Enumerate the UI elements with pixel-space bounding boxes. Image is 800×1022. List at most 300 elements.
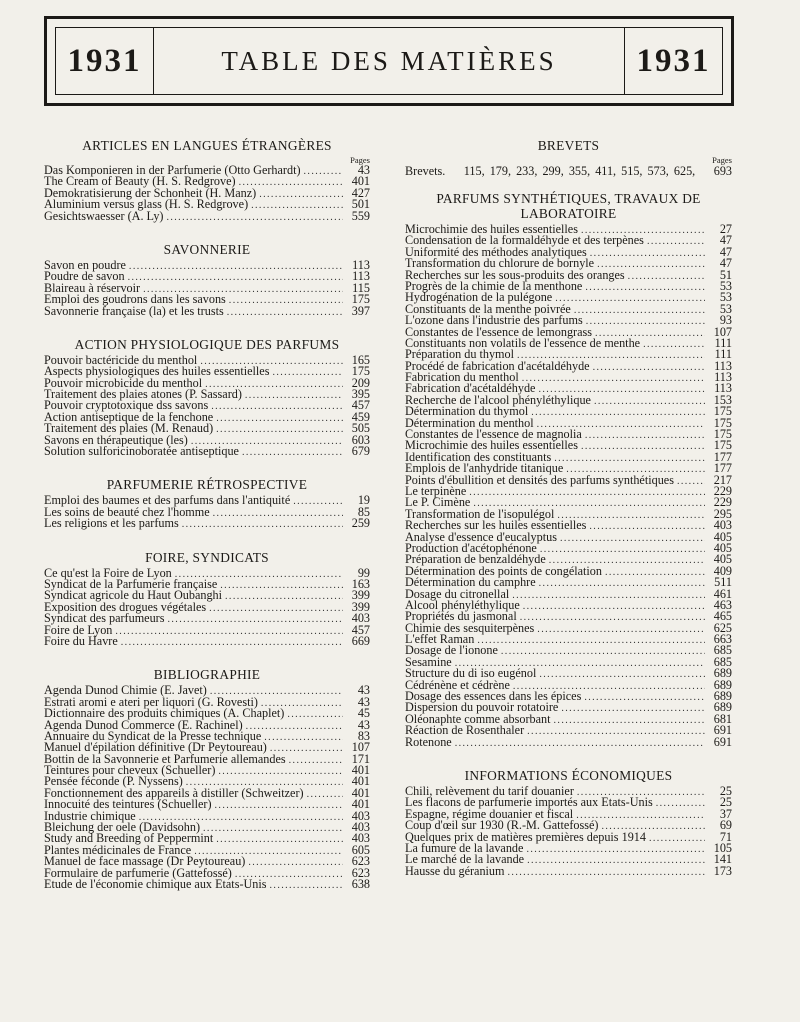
entry-title: Manuel d'épilation définitive (Dr Peytoureau) <box>44 740 267 755</box>
entry-page: 113 <box>352 269 370 284</box>
entry-title: L'ozone dans l'industrie des parfums <box>405 313 583 328</box>
dot-leader <box>251 200 343 211</box>
dot-leader <box>555 293 705 304</box>
entry-title: Hydrogénation de la pulégone <box>405 290 553 305</box>
entry-title: Le P. Cimène <box>405 495 471 510</box>
entry-title: Cédrénène et cédrène <box>405 677 510 692</box>
entry-page: 663 <box>713 632 732 647</box>
entry-list <box>44 495 370 529</box>
entry-page: 691 <box>713 734 732 749</box>
entry-page: 51 <box>719 267 732 282</box>
entry-page: 405 <box>713 552 732 567</box>
entry-title: Traitement des plaies atones (P. Sassard) <box>44 387 242 402</box>
entry-title: Innocuité des teintures (Schueller) <box>44 797 212 812</box>
dot-leader <box>289 755 343 766</box>
section-action-physiologique <box>44 337 370 458</box>
dot-leader <box>218 766 343 777</box>
entry-page: 69 <box>719 818 732 833</box>
entry-title: Microchimie des huiles essentielles <box>405 222 578 236</box>
entry-page: 47 <box>719 233 732 248</box>
entry-title: Bleichung der oele (Davidsohn) <box>44 820 201 835</box>
toc-entry <box>405 725 732 736</box>
entry-title: Emplois de l'anhydride titanique <box>405 461 564 476</box>
dot-leader <box>554 715 705 726</box>
toc-entry <box>405 863 732 878</box>
dot-leader <box>129 261 343 272</box>
dot-leader <box>593 362 705 373</box>
entry-page: 461 <box>713 586 732 601</box>
toc-entry <box>44 303 370 318</box>
brevets-pages: 115, 179, 233, 299, 355, 411, 515, 573, 625, <box>463 164 696 178</box>
entry-title: Foire de Lyon <box>44 622 113 637</box>
entry-page: 107 <box>713 324 732 339</box>
toc-entry <box>405 734 732 749</box>
dot-leader <box>203 823 343 834</box>
entry-title: Agenda Dunod Commerce (E. Rachinel) <box>44 717 243 732</box>
entry-page: 107 <box>351 740 370 755</box>
toc-entry <box>44 876 370 891</box>
entry-title: Pouvoir cryptotoxique dss savons <box>44 398 209 413</box>
entry-page: 71 <box>719 829 732 844</box>
entry-page: 403 <box>713 518 732 533</box>
brevets-entry <box>405 165 732 177</box>
entry-title: Recherches sur les huiles essentielles <box>405 518 587 533</box>
entry-title: Syndicat de la Parfumerie française <box>44 576 218 591</box>
entry-title: Identification des constituants <box>405 449 552 464</box>
entry-title: Progrès de la chimie de la menthone <box>405 278 583 293</box>
entry-page: 171 <box>351 751 370 766</box>
entry-page: 111 <box>714 335 732 350</box>
dot-leader <box>168 614 344 625</box>
entry-title: Chimie des sesquiterpènes <box>405 620 535 635</box>
entry-title: Emploi des goudrons dans les savons <box>44 292 226 307</box>
entry-page: 401 <box>351 174 370 189</box>
entry-page: 175 <box>351 292 370 307</box>
entry-page: 681 <box>713 711 732 726</box>
dot-leader <box>647 236 705 247</box>
entry-title: Annuaire du Syndicat de la Presse technique <box>44 728 262 743</box>
entry-page: 689 <box>713 666 732 681</box>
toc-entry <box>44 518 370 529</box>
entry-title: Savons en thérapeutique (les) <box>44 432 188 447</box>
dot-leader <box>561 703 705 714</box>
entry-title: Constantes de l'essence de lemongrass <box>405 324 592 339</box>
entry-title: Gesichtswaesser (A. Ly) <box>44 208 164 223</box>
section-foire-syndicats <box>44 550 370 648</box>
entry-page: 19 <box>357 493 370 508</box>
dot-leader <box>522 373 705 384</box>
dot-leader <box>585 430 705 441</box>
entry-page: 501 <box>351 197 370 212</box>
entry-title: Etude de l'économie chimique aux Etats-Unis <box>44 876 267 891</box>
entry-page: 603 <box>351 432 370 447</box>
entry-page: 173 <box>713 863 732 878</box>
entry-page: 505 <box>351 421 370 436</box>
dot-leader <box>527 855 705 866</box>
entry-title: Estrati aromi e ateri per liquori (G. Rovesti) <box>44 694 258 709</box>
entry-title: Foire du Havre <box>44 633 118 648</box>
entry-title: Constituants non volatils de l'essence de menthe <box>405 335 641 350</box>
entry-page: 459 <box>351 409 370 424</box>
dot-leader <box>649 833 705 844</box>
entry-page: 53 <box>719 278 732 293</box>
dot-leader <box>293 496 343 507</box>
dot-leader <box>501 646 705 657</box>
entry-title: Réaction de Rosenthaler <box>405 723 525 738</box>
entry-title: Formulaire de parfumerie (Gattefossé) <box>44 865 232 880</box>
entry-title: Fonctionnement des appareils à distiller (Schweitzer) <box>44 785 304 800</box>
entry-title: Détermination du thymol <box>405 404 529 419</box>
dot-leader <box>560 533 705 544</box>
entry-page: 401 <box>351 797 370 812</box>
section-savonnerie <box>44 242 370 317</box>
entry-title: Constantes de l'essence de magnolia <box>405 427 582 442</box>
entry-page: 401 <box>351 763 370 778</box>
entry-page: 685 <box>713 654 732 669</box>
entry-page: 141 <box>713 852 732 867</box>
entry-page: 217 <box>713 472 732 487</box>
section-title: BIBLIOGRAPHIE <box>153 667 261 683</box>
entry-title: Syndicat agricole du Haut Oubanghi <box>44 588 223 603</box>
entry-page: 25 <box>719 795 732 810</box>
dot-leader <box>242 447 343 458</box>
entry-title: Action antiseptique de la fenchone <box>44 409 214 424</box>
entry-list <box>44 565 370 648</box>
dot-leader <box>229 295 343 306</box>
entry-page: 177 <box>713 449 732 464</box>
section-title: ARTICLES EN LANGUES ÉTRANGÈRES <box>82 138 332 153</box>
dot-leader <box>128 272 343 283</box>
dot-leader <box>594 396 705 407</box>
entry-title: Condensation de la formaldéhyde et des terpènes <box>405 233 644 248</box>
entry-title: Production d'acétophénone <box>405 540 537 555</box>
dot-leader <box>605 567 705 578</box>
entry-title: Solution sulforicinoboratée antiseptique <box>44 444 239 459</box>
entry-page: 153 <box>713 392 732 407</box>
dot-leader <box>216 834 343 845</box>
entry-title: Aspects physiologiques des huiles essentielles <box>44 364 270 379</box>
entry-title: Fabrication d'acétaldéhyde <box>405 381 536 396</box>
entry-page: 175 <box>713 415 732 430</box>
entry-page: 403 <box>351 808 370 823</box>
entry-title: Hausse du géranium <box>405 863 505 878</box>
dot-leader <box>574 305 705 316</box>
entry-title: Espagne, régime douanier et fiscal <box>405 806 574 821</box>
entry-page: 638 <box>351 876 370 891</box>
entry-title: Teintures pour cheveux (Schueller) <box>44 763 216 778</box>
entry-page: 427 <box>351 185 370 200</box>
entry-page: 401 <box>351 774 370 789</box>
entry-title: Transformation de l'isopulégol <box>405 506 555 521</box>
entry-page: 27 <box>719 222 732 236</box>
entry-page: 229 <box>713 495 732 510</box>
entry-page: 395 <box>351 387 370 402</box>
section-title: SAVONNERIE <box>163 241 251 257</box>
entry-page: 113 <box>352 257 370 272</box>
dot-leader <box>531 407 705 418</box>
entry-title: Pensée féconde (P. Nyssens) <box>44 774 183 789</box>
dot-leader <box>215 800 343 811</box>
entry-title: Savon en poudre <box>44 257 126 272</box>
entry-page: 623 <box>351 865 370 880</box>
entry-title: Dosage des essences dans les épices <box>405 689 582 704</box>
section-informations-economiques <box>405 768 732 877</box>
entry-page: 113 <box>714 381 732 396</box>
entry-title: Emploi des baumes et des parfums dans l'antiquité <box>44 493 291 508</box>
dot-leader <box>121 637 343 648</box>
title-banner-inner <box>55 27 723 95</box>
year-right: 1931 <box>624 28 722 94</box>
section-title: FOIRE, SYNDICATS <box>145 549 269 565</box>
entry-page: 559 <box>351 208 370 223</box>
dot-leader <box>307 789 343 800</box>
entry-title: Détermination des points de congélation <box>405 563 602 578</box>
entry-page: 401 <box>351 785 370 800</box>
entry-page: 691 <box>713 723 732 738</box>
entry-title: The Cream of Beauty (H. S. Redgrove) <box>44 174 236 189</box>
dot-leader <box>227 307 343 318</box>
entry-page: 163 <box>351 576 370 591</box>
entry-title: Le marché de la lavande <box>405 852 525 867</box>
entry-page: 679 <box>351 444 370 459</box>
entry-page: 295 <box>713 506 732 521</box>
entry-page: 605 <box>351 842 370 857</box>
entry-title: Coup d'œil sur 1930 (R.-M. Gattefossé) <box>405 818 599 833</box>
entry-page: 399 <box>351 599 370 614</box>
entry-title: Recherche de l'alcool phényléthylique <box>405 392 591 407</box>
dot-leader <box>539 578 705 589</box>
entry-list <box>44 165 370 222</box>
dot-leader <box>455 738 705 749</box>
entry-page: 83 <box>357 728 370 743</box>
entry-page: 175 <box>713 427 732 442</box>
entry-page: 175 <box>713 438 732 453</box>
entry-title: Structure du di iso eugénol <box>405 666 537 681</box>
entry-page: 47 <box>719 244 732 259</box>
dot-leader <box>537 624 705 635</box>
left-column <box>44 138 370 890</box>
entry-page: 259 <box>351 516 370 531</box>
title-banner <box>44 16 734 106</box>
right-column <box>405 138 732 877</box>
entry-page: 465 <box>713 609 732 624</box>
entry-title: Manuel de face massage (Dr Peytoureau) <box>44 854 246 869</box>
entry-title: Pouvoir microbicide du menthol <box>44 375 203 390</box>
dot-leader <box>272 367 343 378</box>
year-left: 1931 <box>56 28 154 94</box>
dot-leader <box>220 580 343 591</box>
entry-title: Industrie chimique <box>44 808 136 823</box>
entry-title: Poudre de savon <box>44 269 125 284</box>
dot-leader <box>182 519 343 530</box>
entry-title: Agenda Dunod Chimie (E. Javet) <box>44 683 207 698</box>
section-title: PARFUMS SYNTHÉTIQUES, TRAVAUX DE LABORATOIRE <box>436 191 701 221</box>
entry-title: Bottin de la Savonnerie et Parfumerie allemandes <box>44 751 286 766</box>
entry-page: 53 <box>719 301 732 316</box>
section-title: PARFUMERIE RÉTROSPECTIVE <box>106 477 308 493</box>
dot-leader <box>586 316 705 327</box>
dot-leader <box>209 603 343 614</box>
entry-page: 403 <box>351 831 370 846</box>
dot-leader <box>643 339 705 350</box>
section-title: ACTION PHYSIOLOGIQUE DES PARFUMS <box>74 336 340 352</box>
entry-page: 37 <box>719 806 732 821</box>
entry-title: La fumure de la lavande <box>405 840 524 855</box>
entry-page: 625 <box>713 620 732 635</box>
entry-page: 457 <box>351 398 370 413</box>
entry-page: 43 <box>357 683 370 698</box>
entry-page: 115 <box>352 280 370 295</box>
entry-title: Rotenone <box>405 734 452 749</box>
entry-title: Points d'ébullition et densités des parfums synthétiques <box>405 472 674 487</box>
dot-leader <box>512 590 705 601</box>
entry-title: Demokratisierung der Schonheit (H. Manz) <box>44 185 257 200</box>
dot-leader <box>216 424 343 435</box>
entry-title: Préparation du thymol <box>405 347 514 362</box>
entry-title: Traitement des plaies (M. Renaud) <box>44 421 214 436</box>
toc-entry <box>405 645 732 656</box>
brevets-last-page: 693 <box>713 164 732 178</box>
entry-title: L'effet Raman <box>405 632 475 647</box>
entry-title: Savonnerie française (la) et les trusts <box>44 303 224 318</box>
entry-list <box>405 224 732 748</box>
entry-title: Plantes médicinales de France <box>44 842 192 857</box>
entry-title: Le terpinène <box>405 483 467 498</box>
entry-page: 229 <box>713 483 732 498</box>
dot-leader <box>527 726 705 737</box>
page-title: TABLE DES MATIÈRES <box>221 45 557 76</box>
dot-leader <box>585 282 705 293</box>
entry-page: 685 <box>713 643 732 658</box>
dot-leader <box>211 401 343 412</box>
entry-title: Les soins de beauté chez l'homme <box>44 504 210 519</box>
entry-page: 43 <box>357 694 370 709</box>
entry-title: Les flacons de parfumerie importés aux Etats-Unis <box>405 795 653 810</box>
entry-list <box>44 352 370 459</box>
entry-page: 511 <box>714 575 732 590</box>
entry-page: 403 <box>351 611 370 626</box>
entry-title: Fabrication du menthol <box>405 370 519 385</box>
section-articles <box>44 138 370 222</box>
section-parfumerie-retrospective <box>44 477 370 529</box>
entry-title: Sesamine <box>405 654 452 669</box>
entry-page: 399 <box>351 588 370 603</box>
dot-leader <box>581 441 705 452</box>
entry-title: Dosage de l'ionone <box>405 643 498 658</box>
entry-page: 409 <box>713 563 732 578</box>
entry-page: 689 <box>713 700 732 715</box>
entry-title: Ce qu'est la Foire de Lyon <box>44 565 172 580</box>
dot-leader <box>526 844 705 855</box>
entry-page: 689 <box>713 677 732 692</box>
entry-title: Dictionnaire des produits chimiques (A. Chaplet) <box>44 706 285 721</box>
section-parfums-synthetiques <box>405 191 732 748</box>
dot-leader <box>554 453 705 464</box>
toc-entry <box>44 208 370 223</box>
entry-title: Analyse d'essence d'eucalyptus <box>405 529 557 544</box>
entry-title: Das Komponieren in der Parfumerie (Otto Gerhardt) <box>44 163 301 177</box>
dot-leader <box>523 601 705 612</box>
section-bibliographie <box>44 667 370 890</box>
entry-page: 111 <box>714 347 732 362</box>
entry-title: Blaireau à réservoir <box>44 280 141 295</box>
entry-title: Uniformité des méthodes analytiques <box>405 244 587 259</box>
entry-title: Propriétés du jasmonal <box>405 609 517 624</box>
entry-page: 25 <box>719 783 732 798</box>
entry-title: Préparation de benzaldéhyde <box>405 552 546 567</box>
entry-page: 113 <box>714 370 732 385</box>
entry-title: Dispersion du pouvoir rotatoire <box>405 700 559 715</box>
entry-page: 689 <box>713 689 732 704</box>
entry-list <box>44 685 370 890</box>
dot-leader <box>520 612 705 623</box>
entry-title: Les religions et les parfums <box>44 516 179 531</box>
entry-title: Détermination du menthol <box>405 415 534 430</box>
dot-leader <box>270 880 343 891</box>
toc-entry <box>44 446 370 457</box>
entry-title: Constituants de la menthe poivrée <box>405 301 571 316</box>
entry-title: Quelques prix de matières premières depuis 1914 <box>405 829 646 844</box>
entry-title: Procédé de fabrication d'acétaldéhyde <box>405 358 590 373</box>
dot-leader <box>628 271 705 282</box>
entry-title: Transformation du chlorure de bornyle <box>405 256 595 271</box>
dot-leader <box>584 692 705 703</box>
dot-leader <box>213 508 343 519</box>
entry-page: 175 <box>351 364 370 379</box>
entry-page: 85 <box>357 504 370 519</box>
pages-label: Pages <box>712 155 732 165</box>
entry-page: 175 <box>713 404 732 419</box>
dot-leader <box>115 626 343 637</box>
dot-leader <box>590 248 705 259</box>
entry-page: 623 <box>351 854 370 869</box>
entry-page: 405 <box>713 540 732 555</box>
dot-leader <box>166 212 343 223</box>
dot-leader <box>287 709 343 720</box>
entry-page: 457 <box>351 622 370 637</box>
dot-leader <box>248 857 343 868</box>
dot-leader <box>469 487 705 498</box>
entry-page: 99 <box>357 565 370 580</box>
entry-page: 53 <box>719 290 732 305</box>
dot-leader <box>259 189 343 200</box>
dot-leader <box>508 867 705 878</box>
entry-title: Pouvoir bactéricide du menthol <box>44 352 198 367</box>
dot-leader <box>540 544 705 555</box>
entry-title: Exposition des drogues végétales <box>44 599 207 614</box>
entry-page: 405 <box>713 529 732 544</box>
entry-page: 209 <box>351 375 370 390</box>
entry-page: 113 <box>714 358 732 373</box>
entry-page: 397 <box>351 303 370 318</box>
entry-page: 93 <box>719 313 732 328</box>
entry-title: Oléonaphte comme absorbant <box>405 711 551 726</box>
entry-title: Microchimie des huiles essentielles <box>405 438 578 453</box>
dot-leader <box>225 591 343 602</box>
entry-page: 463 <box>713 597 732 612</box>
dot-leader <box>539 669 705 680</box>
entry-title: Recherches sur les sous-produits des oranges <box>405 267 625 282</box>
entry-page: 165 <box>351 352 370 367</box>
entry-page: 43 <box>357 163 370 177</box>
entry-page: 45 <box>357 706 370 721</box>
entry-page: 669 <box>351 633 370 648</box>
dot-leader <box>304 166 343 177</box>
entry-title: Aluminium versus glass (H. S. Redgrove) <box>44 197 249 212</box>
entry-page: 43 <box>357 717 370 732</box>
toc-entry <box>44 633 370 648</box>
dot-leader <box>656 798 705 809</box>
